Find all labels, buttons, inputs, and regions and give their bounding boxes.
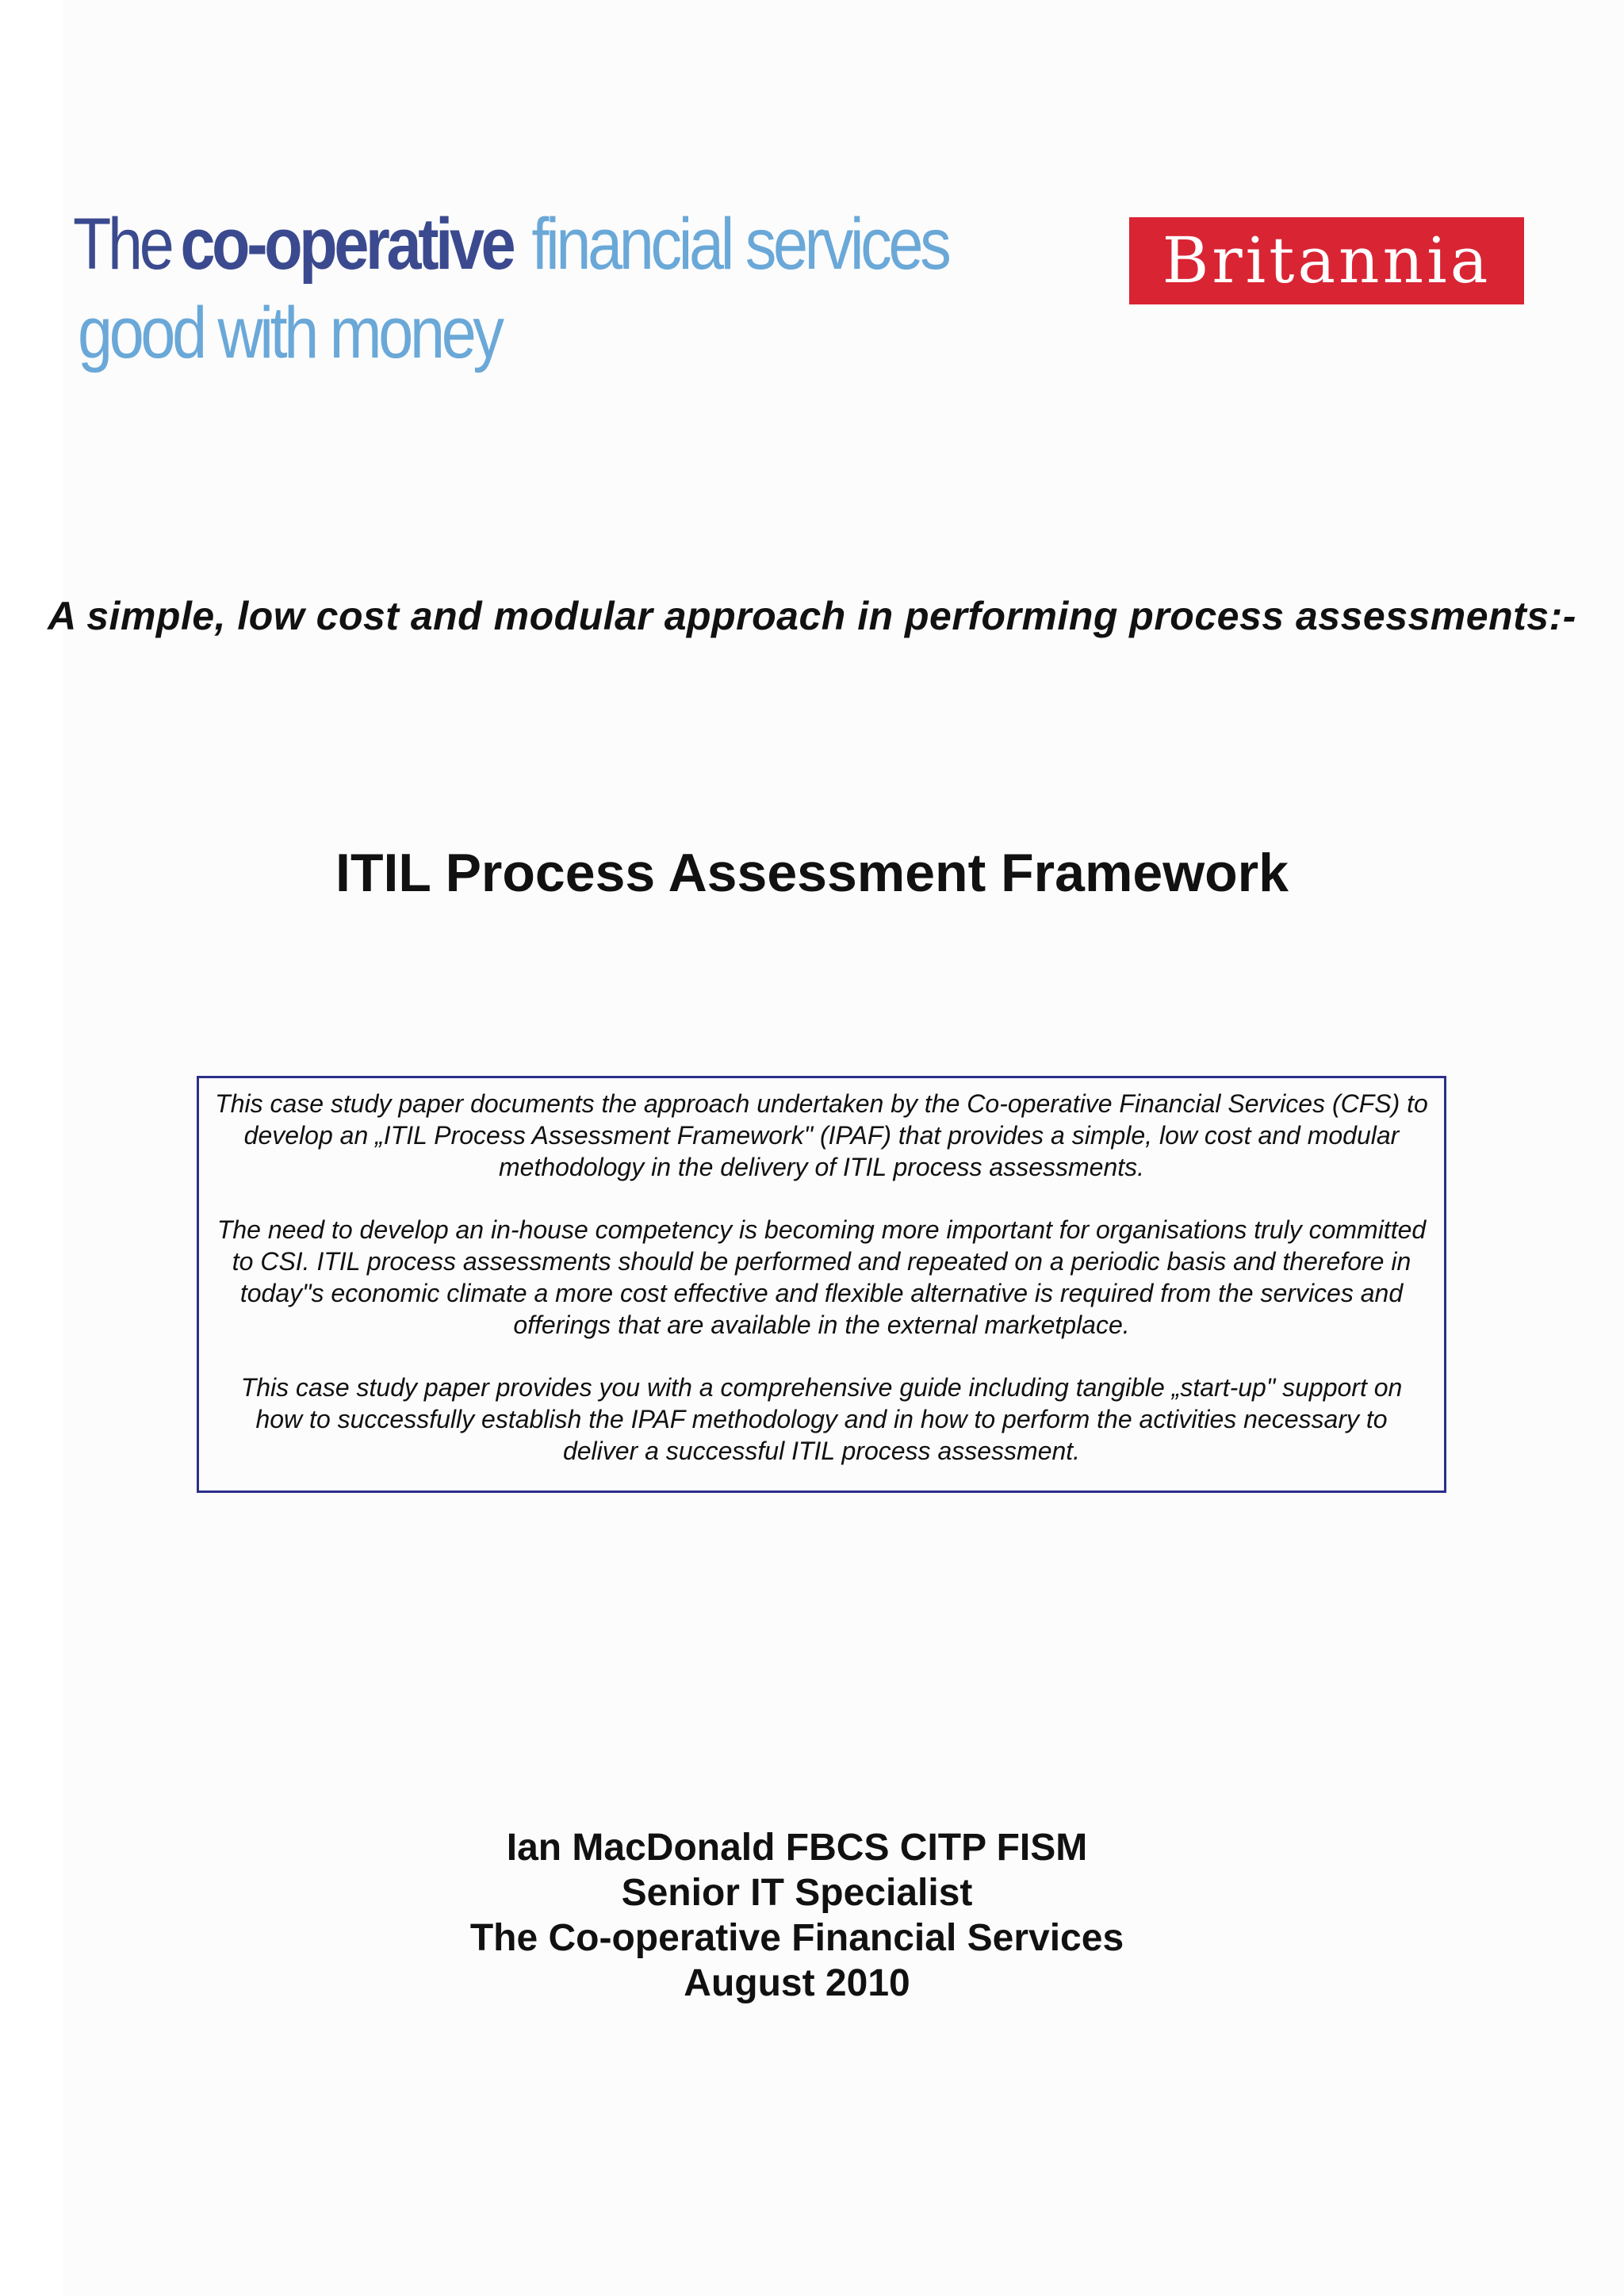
coop-financial-services-logo	[73, 204, 948, 384]
document-title: ITIL Process Assessment Framework	[335, 843, 1289, 903]
coop-logo-name: co-operative	[180, 204, 513, 285]
abstract-paragraph: This case study paper documents the approach undertaken by the Co-operative Financial Services (CFS) to develop an „ITIL Process Assessment Framework" (IPAF) that provides a simple, low cost and modular methodology in the delivery of ITIL process assessments.	[215, 1089, 1428, 1181]
abstract-box	[197, 1076, 1446, 1493]
britannia-logo: Britannia	[1129, 217, 1524, 304]
author-organisation: The Co-operative Financial Services	[469, 1917, 1124, 1959]
document-subtitle: A simple, low cost and modular approach in performing process assessments:-	[48, 594, 1576, 638]
author-role: Senior IT Specialist	[621, 1872, 973, 1914]
abstract-paragraph: The need to develop an in-house competency is becoming more important for organisations truly committed to CSI. ITIL process assessments should be performed and repeated on a periodic basis and therefore in today"s economic climate a more cost effective and flexible alternative is required from the services and offerings that are available in the external marketplace.	[216, 1215, 1427, 1339]
author-block	[0, 1825, 1594, 2006]
abstract-paragraph: This case study paper provides you with a comprehensive guide including tangible „start-up" support on how to successfully establish the IPAF methodology and in how to perform the activities necessary to deliver a successful ITIL process assessment.	[240, 1373, 1403, 1465]
coop-logo-line1	[73, 204, 948, 285]
coop-logo-suffix: financial services	[531, 204, 948, 285]
author-name: Ian MacDonald FBCS CITP FISM	[506, 1827, 1088, 1869]
coop-logo-tagline: good with money	[78, 293, 501, 373]
coop-logo-the: The	[73, 204, 171, 285]
publication-date: August 2010	[684, 1962, 910, 2004]
